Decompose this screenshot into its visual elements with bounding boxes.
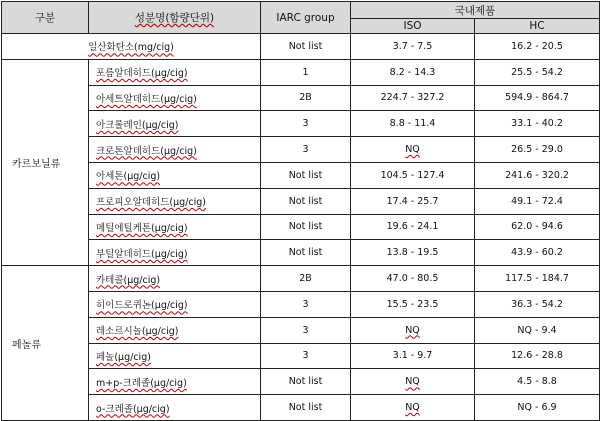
table-row [2,34,600,60]
category-phenols: 페놀류 [2,266,89,421]
hc-value: 241.6 - 320.2 [475,162,600,188]
table-row [2,240,600,266]
iarc-value: Not list [261,34,351,60]
component-name: 크로톤알데히드(μg/cig) [89,137,261,163]
iso-value: 13.8 - 19.5 [351,240,475,266]
hc-value: NQ - 9.4 [475,317,600,343]
iarc-value: 3 [261,317,351,343]
data-table [1,1,600,421]
hc-value: 36.3 - 54.2 [475,291,600,317]
iarc-value: 3 [261,111,351,137]
table-row [2,395,600,421]
component-name: 히이드로퀴논(μg/cig) [89,291,261,317]
iso-value: 104.5 - 127.4 [351,162,475,188]
hc-value: 62.0 - 94.6 [475,214,600,240]
iarc-value: 1 [261,59,351,85]
iarc-value: 3 [261,291,351,317]
iso-value: 17.4 - 25.7 [351,188,475,214]
table-row [2,343,600,369]
table-row [2,266,600,292]
iarc-value: 3 [261,137,351,163]
component-name: 아세트알데히드(μg/cig) [89,85,261,111]
hc-value: 594.9 - 864.7 [475,85,600,111]
component-name: 프로피오알데히드(μg/cig) [89,188,261,214]
hc-value: 12.6 - 28.8 [475,343,600,369]
component-name: 페놀(μg/cig) [89,343,261,369]
iarc-value: Not list [261,240,351,266]
hc-value: 43.9 - 60.2 [475,240,600,266]
component-name: 부틸알데히드(μg/cig) [89,240,261,266]
component-name: 일산화탄소(mg/cig) [2,34,261,60]
component-name: 아크롤레인(μg/cig) [89,111,261,137]
header-category: 구분 [2,2,89,34]
table-row [2,214,600,240]
table-row [2,317,600,343]
hc-value: 49.1 - 72.4 [475,188,600,214]
iso-value: NQ [351,137,475,163]
hc-value: 33.1 - 40.2 [475,111,600,137]
hc-value: 117.5 - 184.7 [475,266,600,292]
table-row [2,137,600,163]
iso-value: 3.7 - 7.5 [351,34,475,60]
table-row [2,369,600,395]
table-row [2,85,600,111]
header-component: 성분명(함량단위) [89,2,261,34]
iso-value: 8.8 - 11.4 [351,111,475,137]
iarc-value: Not list [261,369,351,395]
iso-value: 19.6 - 24.1 [351,214,475,240]
header-row [2,2,600,19]
table-row [2,111,600,137]
iarc-value: Not list [261,188,351,214]
header-iso: ISO [351,19,475,34]
header-domestic: 국내제품 [351,2,600,19]
table-row [2,291,600,317]
iarc-value: Not list [261,162,351,188]
component-name: o-크레졸(μg/cig) [89,395,261,421]
iso-value: 224.7 - 327.2 [351,85,475,111]
iarc-value: Not list [261,395,351,421]
table-row [2,59,600,85]
iso-value: 47.0 - 80.5 [351,266,475,292]
hc-value: 4.5 - 8.8 [475,369,600,395]
category-carbonyls: 카르보닐류 [2,59,89,265]
iarc-value: 3 [261,343,351,369]
iso-value: 3.1 - 9.7 [351,343,475,369]
component-name: 아세톤(μg/cig) [89,162,261,188]
hc-value: 26.5 - 29.0 [475,137,600,163]
iarc-value: 2B [261,85,351,111]
hc-value: 25.5 - 54.2 [475,59,600,85]
component-name: m+p-크레졸(μg/cig) [89,369,261,395]
iso-value: NQ [351,395,475,421]
iso-value: NQ [351,369,475,395]
component-name: 카테콜(μg/cig) [89,266,261,292]
iarc-value: 2B [261,266,351,292]
component-name: 레소르시놀(μg/cig) [89,317,261,343]
hc-value: NQ - 6.9 [475,395,600,421]
component-name: 포름알데히드(μg/cig) [89,59,261,85]
component-name: 메틸에틸케톤(μg/cig) [89,214,261,240]
iso-value: NQ [351,317,475,343]
iarc-value: Not list [261,214,351,240]
header-iarc: IARC group [261,2,351,34]
iso-value: 8.2 - 14.3 [351,59,475,85]
header-hc: HC [475,19,600,34]
table-row [2,162,600,188]
hc-value: 16.2 - 20.5 [475,34,600,60]
table-row [2,188,600,214]
iso-value: 15.5 - 23.5 [351,291,475,317]
